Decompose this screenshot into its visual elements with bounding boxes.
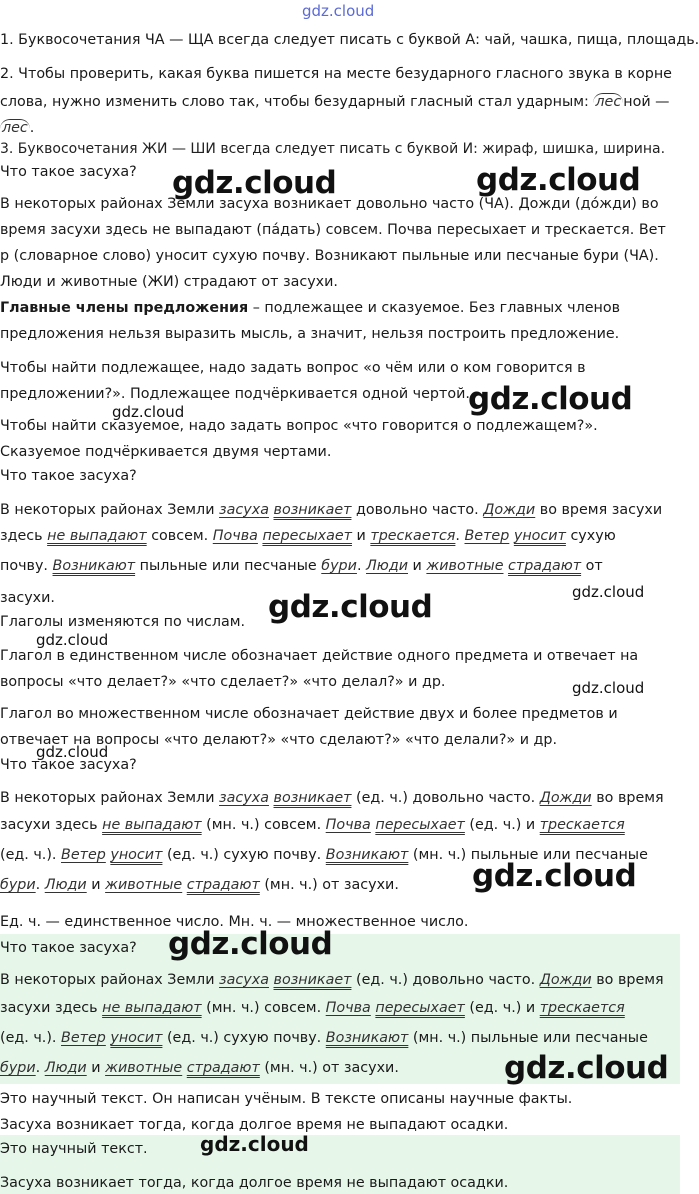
singular-rule-2: вопросы «что делает?» «что сделает?» «что делал?» и др. — [0, 674, 446, 690]
question-2: Что такое засуха? — [0, 468, 137, 484]
text4-line-4 — [0, 1058, 399, 1078]
main-members-def: – подлежащее и сказуемое. Без главных членов — [248, 300, 621, 316]
main-members-line-1 — [0, 298, 620, 318]
watermark: gdz.cloud — [200, 1132, 309, 1156]
t4-1c: во время — [591, 972, 664, 988]
predicate-word: трескается — [539, 1000, 625, 1016]
predicate-word: страдают — [508, 558, 582, 574]
t2-2b: совсем. — [146, 528, 213, 544]
t3-1b: (ед. ч.) довольно часто. — [351, 790, 540, 806]
t3-3b: (ед. ч.) сухую почву. — [162, 847, 326, 863]
t4-1b: (ед. ч.) довольно часто. — [351, 972, 540, 988]
t2-1b: довольно часто. — [351, 502, 484, 518]
subject-word: животные — [105, 1060, 183, 1076]
subject-word: Люди — [366, 558, 408, 574]
predicate-word: пересыхает — [375, 817, 465, 833]
text1-line-1: В некоторых районах Земли засуха возникает довольно часто (ЧА). Дожди (до́жди) во — [0, 196, 659, 212]
subject-word: бури — [0, 1060, 36, 1076]
watermark: gdz.cloud — [268, 589, 433, 625]
rule-2-end: . — [29, 120, 35, 136]
watermark: gdz.cloud — [572, 679, 645, 697]
t3-2c: (ед. ч.) и — [464, 817, 540, 833]
watermark: gdz.cloud — [476, 162, 641, 198]
drought-definition: Засуха возникает тогда, когда долгое время не выпадают осадки. — [0, 1117, 509, 1133]
t3-3c: (мн. ч.) пыльные или песчаные — [408, 847, 648, 863]
t2-3d: от — [581, 558, 603, 574]
predicate-word: страдают — [186, 1060, 260, 1076]
question-1: Что такое засуха? — [0, 164, 137, 180]
text4-line-2 — [0, 998, 625, 1018]
predicate-word: возникает — [273, 502, 352, 518]
predicate-rule-1: Чтобы найти сказуемое, надо задать вопрос «что говорится о подлежащем?». — [0, 418, 598, 434]
text3-line-2 — [0, 815, 625, 835]
subject-rule-1: Чтобы найти подлежащее, надо задать вопрос «о чём или о ком говорится в — [0, 360, 586, 376]
subject-word: животные — [426, 558, 504, 574]
text3-line-4 — [0, 875, 399, 895]
text4-line-3 — [0, 1028, 648, 1048]
singular-rule-1: Глагол в единственном числе обозначает действие одного предмета и отвечает на — [0, 648, 639, 664]
t4-1a: В некоторых районах Земли — [0, 972, 220, 988]
t2-1a: В некоторых районах Земли — [0, 502, 220, 518]
t3-2a: засухи здесь — [0, 817, 103, 833]
predicate-word: пересыхает — [375, 1000, 465, 1016]
t3-4b: и — [86, 877, 106, 893]
t2-3a: почву. — [0, 558, 53, 574]
predicate-word: Возникают — [325, 1030, 409, 1046]
predicate-word: трескается — [539, 817, 625, 833]
rule-3-cut-line — [0, 141, 680, 158]
predicate-word: уносит — [110, 847, 163, 863]
rule-2-text-b: ной — — [623, 94, 670, 110]
text1-line-3: р (словарное слово) уносит сухую почву. Возникают пыльные или песчаные бури (ЧА). — [0, 248, 659, 264]
t4-4a: . — [35, 1060, 45, 1076]
watermark: gdz.cloud — [504, 1050, 669, 1086]
predicate-word: возникает — [273, 790, 352, 806]
science-text-note: Это научный текст. Он написан учёным. В тексте описаны научные факты. — [0, 1091, 573, 1107]
subject-word: Дожди — [539, 972, 592, 988]
predicate-word: не выпадают — [47, 528, 147, 544]
t3-2b: (мн. ч.) совсем. — [201, 817, 326, 833]
rule-2-line-3 — [0, 118, 34, 138]
subject-word: Почва — [212, 528, 258, 544]
predicate-rule-2: Сказуемое подчёркивается двумя чертами. — [0, 444, 332, 460]
rule-2-line-1: 2. Чтобы проверить, какая буква пишется на месте безударного гласного звука в корне — [0, 66, 672, 82]
t4-3c: (мн. ч.) пыльные или песчаные — [408, 1030, 648, 1046]
watermark: gdz.cloud — [572, 583, 645, 601]
t3-1a: В некоторых районах Земли — [0, 790, 220, 806]
predicate-word: страдают — [186, 877, 260, 893]
subject-word: засуха — [219, 502, 269, 518]
abbreviation-note: Ед. ч. — единственное число. Мн. ч. — множественное число. — [0, 914, 469, 930]
predicate-word: возникает — [273, 972, 352, 988]
subject-word: Ветер — [61, 1030, 106, 1046]
t4-2c: (ед. ч.) и — [464, 1000, 540, 1016]
rule-1: 1. Буквосочетания ЧА — ЩА всегда следует писать с буквой А: чай, чашка, пища, площадь. — [0, 32, 699, 48]
t3-1c: во время — [591, 790, 664, 806]
plural-rule-2: отвечает на вопросы «что делают?» «что сделают?» «что делали?» и др. — [0, 732, 558, 748]
question-3: Что такое засуха? — [0, 757, 137, 773]
text2-line-4: засухи. — [0, 590, 55, 606]
subject-word: Дожди — [539, 790, 592, 806]
t2-2a: здесь — [0, 528, 48, 544]
subject-word: засуха — [219, 972, 269, 988]
watermark: gdz.cloud — [172, 165, 337, 201]
main-members-term: Главные члены предложения — [0, 300, 249, 316]
main-members-line-2: предложения нельзя выразить мысль, а значит, нельзя построить предложение. — [0, 326, 620, 342]
t3-4c: (мн. ч.) от засухи. — [259, 877, 399, 893]
t4-3a: (ед. ч.). — [0, 1030, 62, 1046]
predicate-word: Возникают — [325, 847, 409, 863]
subject-word: Люди — [44, 877, 87, 893]
root-mark-1: лес — [595, 94, 622, 110]
science-text-note-2: Это научный текст. — [0, 1141, 148, 1157]
subject-word: Почва — [325, 817, 371, 833]
root-mark-2: лес — [2, 120, 28, 136]
predicate-word: пересыхает — [262, 528, 352, 544]
t2-3b: пыльные или песчаные — [135, 558, 322, 574]
t4-4b: и — [86, 1060, 106, 1076]
t4-4c: (мн. ч.) от засухи. — [259, 1060, 399, 1076]
rule-2-text: слова, нужно изменить слово так, чтобы безударный гласный стал ударным: — [0, 94, 589, 110]
subject-word: бури — [0, 877, 36, 893]
t2-2c: и — [351, 528, 371, 544]
watermark: gdz.cloud — [36, 743, 109, 761]
watermark: gdz.cloud — [112, 403, 185, 421]
t2-1c: во время засухи — [535, 502, 663, 518]
subject-word: Ветер — [464, 528, 510, 544]
plural-rule-1: Глагол во множественном числе обозначает действие двух и более предметов и — [0, 706, 618, 722]
watermark: gdz.cloud — [36, 631, 109, 649]
rule-2-line-2 — [0, 92, 669, 112]
subject-word: Ветер — [61, 847, 106, 863]
subject-word: бури — [321, 558, 357, 574]
subject-rule-2: предложении?». Подлежащее подчёркивается одной чертой. — [0, 386, 470, 402]
watermark: gdz.cloud — [468, 381, 633, 417]
watermark: gdz.cloud — [472, 858, 637, 894]
subject-word: Дожди — [483, 502, 536, 518]
text1-line-2: время засухи здесь не выпадают (па́дать) совсем. Почва пересыхает и трескается. Вет — [0, 222, 666, 238]
t4-3b: (ед. ч.) сухую почву. — [162, 1030, 326, 1046]
t2-3c: и — [408, 558, 427, 574]
predicate-word: трескается — [370, 528, 456, 544]
t4-2a: засухи здесь — [0, 1000, 103, 1016]
verbs-number: Глаголы изменяются по числам. — [0, 614, 246, 630]
text2-line-2: здесь не выпадают совсем. Почва пересыхает и трескается. Ветер уносит сухую — [0, 528, 616, 544]
watermark: gdz.cloud — [168, 926, 333, 962]
question-4: Что такое засуха? — [0, 940, 137, 956]
predicate-word: уносит — [110, 1030, 163, 1046]
subject-word: засуха — [219, 790, 269, 806]
predicate-word: не выпадают — [102, 1000, 202, 1016]
watermark-top: gdz.cloud — [302, 2, 375, 20]
text3-line-1 — [0, 788, 664, 808]
t3-4a: . — [35, 877, 45, 893]
text1-line-4: Люди и животные (ЖИ) страдают от засухи. — [0, 274, 338, 290]
subject-word: Почва — [325, 1000, 371, 1016]
subject-word: животные — [105, 877, 183, 893]
t3-3a: (ед. ч.). — [0, 847, 62, 863]
text2-line-3: почву. Возникают пыльные или песчаные бури. Люди и животные страдают от — [0, 558, 603, 574]
t4-2b: (мн. ч.) совсем. — [201, 1000, 326, 1016]
t2-2d: сухую — [565, 528, 616, 544]
drought-definition-2: Засуха возникает тогда, когда долгое время не выпадают осадки. — [0, 1175, 509, 1191]
text2-line-1 — [0, 500, 662, 520]
predicate-word: Возникают — [52, 558, 136, 574]
text4-line-1 — [0, 970, 664, 990]
rule-3-text: 3. Буквосочетания ЖИ — ШИ всегда следует писать с буквой И: жираф, шишка, ширина. — [0, 141, 666, 157]
predicate-word: не выпадают — [102, 817, 202, 833]
subject-word: Люди — [44, 1060, 87, 1076]
predicate-word: уносит — [513, 528, 566, 544]
